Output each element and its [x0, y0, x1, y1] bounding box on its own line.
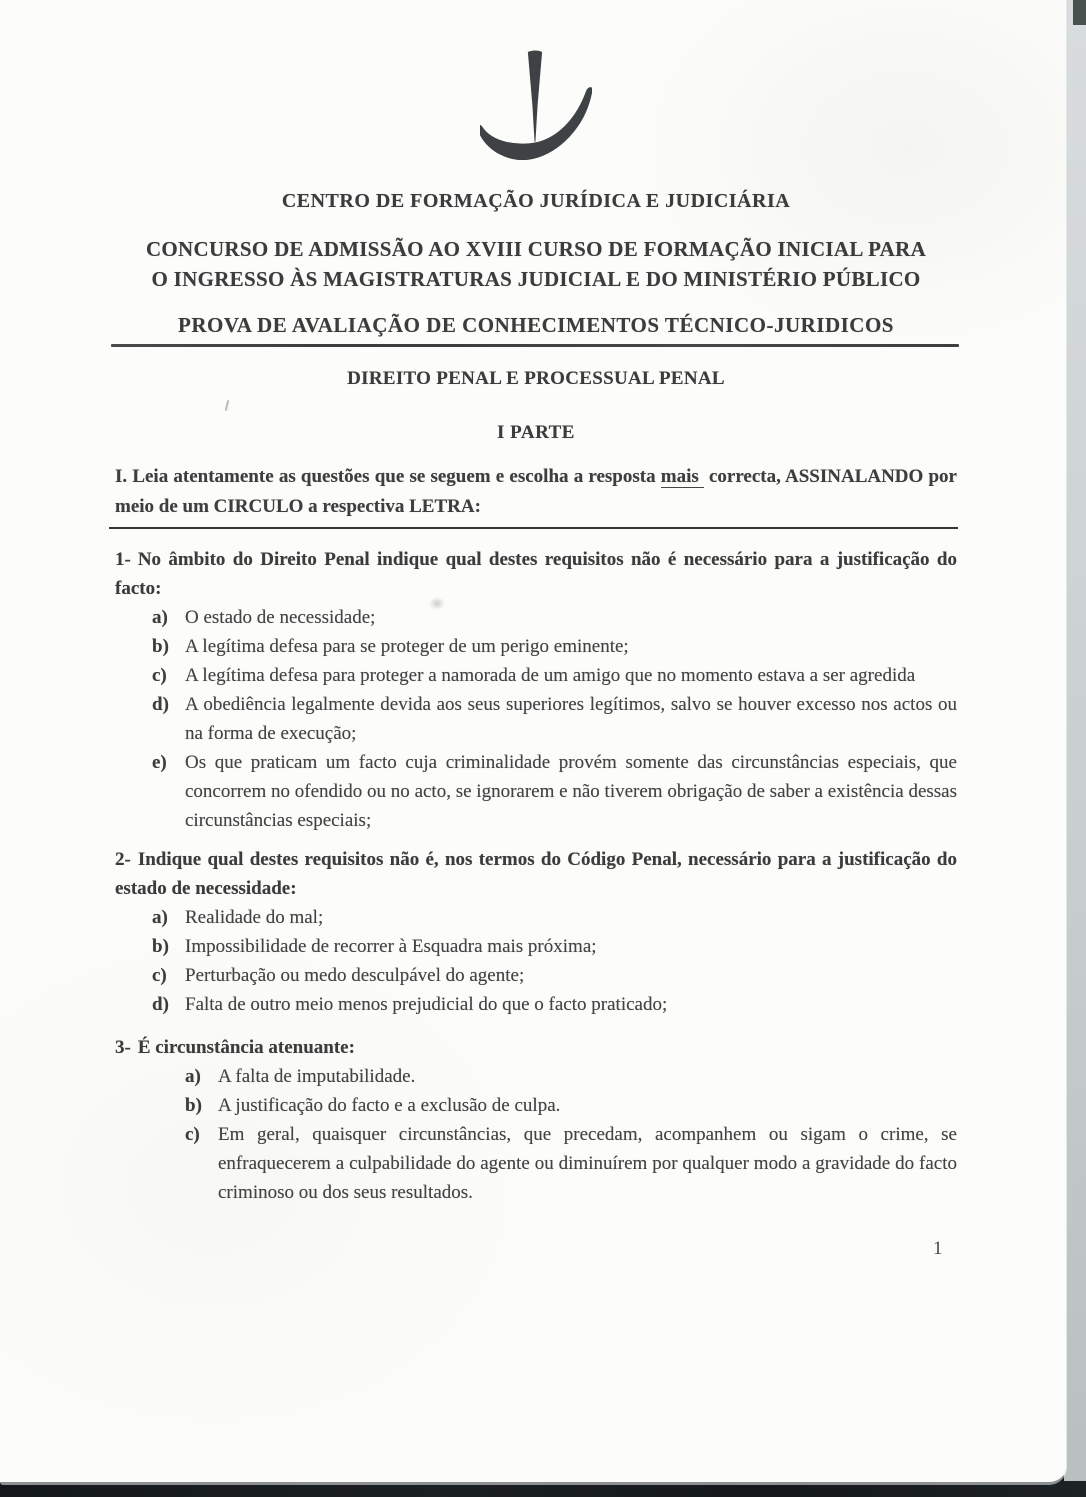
question-2	[115, 845, 957, 1019]
horizontal-rule-instructions	[109, 527, 958, 529]
question-3-stem	[115, 1033, 957, 1062]
option-text: Os que praticam um facto cuja criminalidade provém somente das circunstâncias especiais, que concorrem no ofendido ou no acto, se ignorarem e não tiverem obrigação de saber a existência dessas circunstâncias especiais;	[185, 752, 957, 831]
option-label: e)	[152, 752, 167, 773]
question-2-text: Indique qual destes requisitos não é, nos termos do Código Penal, necessário para a justificação do estado de necessidade:	[115, 849, 957, 899]
option-text: Falta de outro meio menos prejudicial do que o facto praticado;	[185, 994, 668, 1015]
question-2-option-b	[115, 932, 957, 961]
option-text: Em geral, quaisquer circunstâncias, que precedam, acompanhem ou sigam o crime, se enfraquecerem a culpabilidade do agente ou diminuírem por qualquer modo a gravidade do facto criminoso ou dos seus resultados.	[218, 1124, 957, 1203]
question-3-option-a	[115, 1062, 957, 1091]
option-label: d)	[152, 994, 169, 1015]
option-text: Realidade do mal;	[185, 907, 324, 928]
option-text: A justificação do facto e a exclusão de culpa.	[218, 1095, 561, 1116]
option-label: c)	[152, 965, 167, 986]
option-label: a)	[152, 607, 168, 628]
instructions-text-after: correcta, ASSINALANDO por meio de um CIRCULO a respectiva LETRA:	[115, 466, 957, 517]
contest-title-line1: CONCURSO DE ADMISSÃO AO XVIII CURSO DE FORMAÇÃO INICIAL PARA	[145, 237, 927, 261]
option-label: b)	[152, 936, 169, 957]
question-1-number: 1-	[115, 549, 131, 570]
option-label: c)	[152, 665, 167, 686]
question-1-option-e	[115, 748, 957, 835]
question-2-number: 2-	[115, 849, 131, 870]
question-1-option-a	[115, 603, 957, 632]
instructions-paragraph	[115, 462, 957, 522]
question-3	[115, 1033, 957, 1207]
option-text: O estado de necessidade;	[185, 607, 376, 628]
scanner-corner-shadow	[1073, 0, 1086, 25]
option-text: A legítima defesa para se proteger de um perigo eminente;	[185, 636, 629, 657]
option-label: c)	[185, 1124, 200, 1145]
option-text: A legítima defesa para proteger a namorada de um amigo que no momento estava a ser agredida	[185, 665, 916, 686]
option-label: d)	[152, 694, 169, 715]
question-3-option-c	[115, 1120, 957, 1207]
question-2-option-a	[115, 903, 957, 932]
scanner-edge-strip	[1064, 0, 1086, 1497]
horizontal-rule-header	[111, 344, 959, 347]
question-1-text: No âmbito do Direito Penal indique qual destes requisitos não é necessário para a justificação do facto:	[115, 549, 957, 599]
question-1-option-b	[115, 632, 957, 661]
option-label: a)	[152, 907, 168, 928]
option-text: Perturbação ou medo desculpável do agente;	[185, 965, 525, 986]
instructions-text-before: I. Leia atentamente as questões que se seguem e escolha a resposta	[115, 466, 661, 487]
question-1-option-d	[115, 690, 957, 748]
option-label: b)	[185, 1095, 202, 1116]
exam-title: PROVA DE AVALIAÇÃO DE CONHECIMENTOS TÉCNICO-JURIDICOS	[178, 313, 894, 337]
question-2-option-c	[115, 961, 957, 990]
option-text: A falta de imputabilidade.	[218, 1066, 416, 1087]
question-1-stem	[115, 545, 957, 603]
option-label: a)	[185, 1066, 201, 1087]
option-text: A obediência legalmente devida aos seus superiores legítimos, salvo se houver excesso nos actos ou na forma de execução;	[185, 694, 957, 744]
contest-title	[115, 234, 957, 294]
page-number: 1	[933, 1238, 943, 1259]
contest-title-line2: O INGRESSO ÀS MAGISTRATURAS JUDICIAL E DO MINISTÉRIO PÚBLICO	[151, 267, 921, 291]
organization-title: CENTRO DE FORMAÇÃO JURÍDICA E JUDICIÁRIA	[281, 190, 791, 212]
question-1-option-c	[115, 661, 957, 690]
cfjj-logo-icon	[115, 50, 957, 166]
instructions-underlined-word: mais	[661, 466, 704, 488]
option-label: b)	[152, 636, 169, 657]
part-heading: I PARTE	[497, 422, 575, 443]
question-3-text: É circunstância atenuante:	[137, 1037, 355, 1058]
question-3-number: 3-	[115, 1037, 131, 1058]
question-3-option-b	[115, 1091, 957, 1120]
option-text: Impossibilidade de recorrer à Esquadra mais próxima;	[185, 936, 597, 957]
question-2-option-d	[115, 990, 957, 1019]
question-2-stem	[115, 845, 957, 903]
document-content	[115, 0, 957, 1207]
question-1	[115, 545, 957, 835]
subject-title: DIREITO PENAL E PROCESSUAL PENAL	[347, 368, 725, 389]
